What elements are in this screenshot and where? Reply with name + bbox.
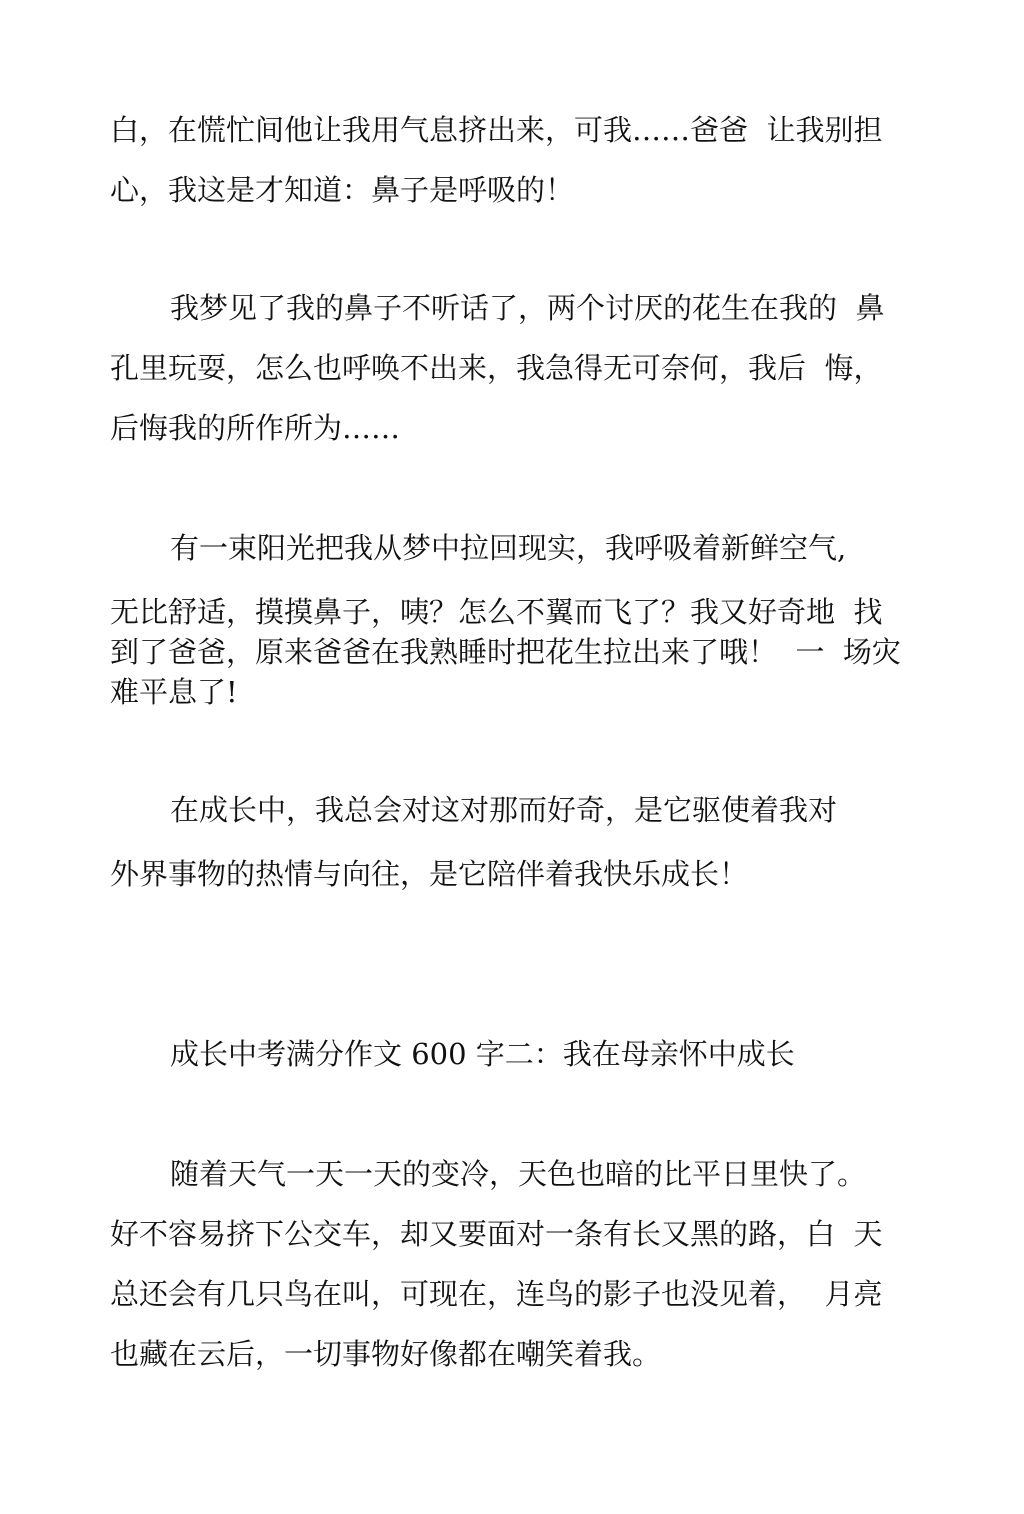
text-line: 到了爸爸，原来爸爸在我熟睡时把花生拉出来了哦！ 一 场灾 <box>110 635 901 669</box>
section-heading: 成长中考满分作文 600 字二：我在母亲怀中成长 <box>170 1037 795 1071</box>
paragraph-start-line: 随着天气一天一天的变冷，天色也暗的比平日里快了。 <box>170 1157 867 1191</box>
paragraph-start-line: 在成长中，我总会对这对那而好奇，是它驱使着我对 <box>170 793 838 827</box>
text-line: 无比舒适，摸摸鼻子，咦？怎么不翼而飞了？我又好奇地 找 <box>110 595 883 629</box>
text-line: 总还会有几只鸟在叫，可现在，连鸟的影子也没见着， 月亮 <box>110 1277 883 1311</box>
paragraph-start-line: 有一束阳光把我从梦中拉回现实，我呼吸着新鲜空气, <box>170 531 847 565</box>
text-line: 难平息了! <box>110 675 238 709</box>
text-line: 后悔我的所作所为…… <box>110 411 401 445</box>
text-line: 孔里玩耍，怎么也呼唤不出来，我急得无可奈何，我后 悔， <box>110 351 883 385</box>
text-line: 也藏在云后，一切事物好像都在嘲笑着我。 <box>110 1337 662 1371</box>
text-line: 白，在慌忙间他让我用气息挤出来，可我……爸爸 让我别担 <box>110 113 883 147</box>
text-line: 外界事物的热情与向往，是它陪伴着我快乐成长！ <box>110 857 749 891</box>
text-line: 心，我这是才知道：鼻子是呼吸的！ <box>110 173 575 207</box>
text-line: 好不容易挤下公交车，却又要面对一条有长又黑的路，白 天 <box>110 1217 883 1251</box>
paragraph-start-line: 我梦见了我的鼻子不听话了，两个讨厌的花生在我的 鼻 <box>170 291 885 325</box>
